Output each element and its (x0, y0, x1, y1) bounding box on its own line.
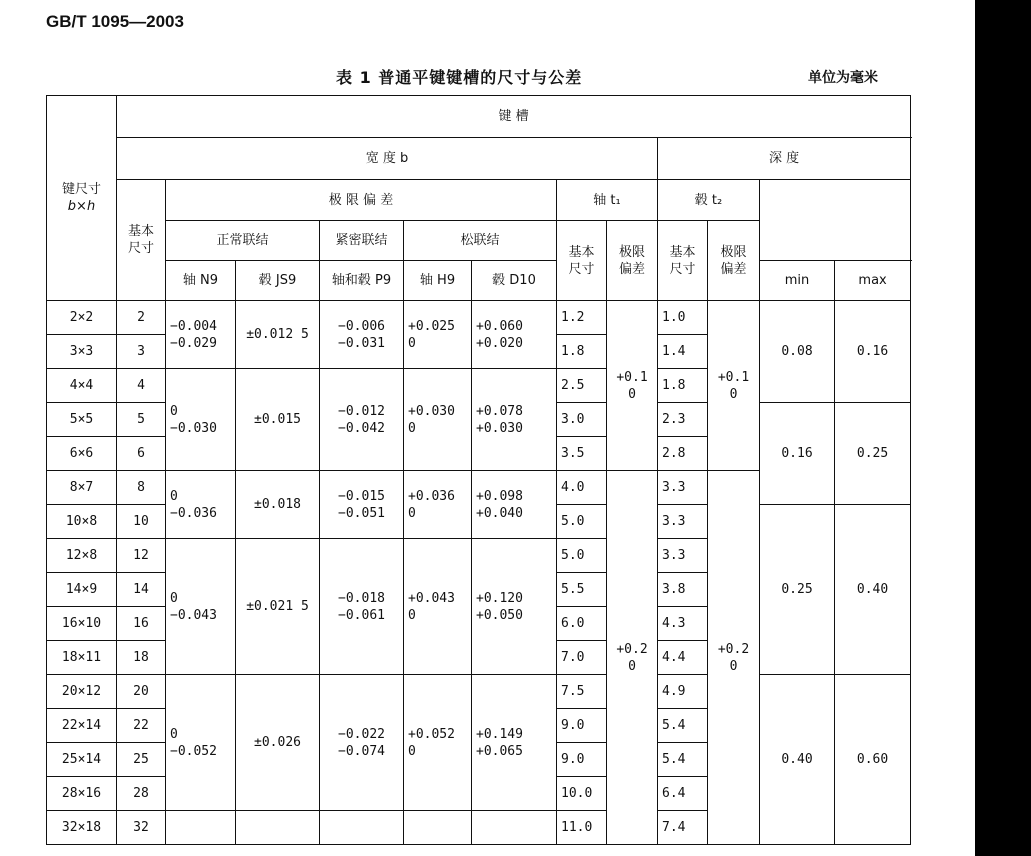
js9-cell: ±0.026 (236, 675, 320, 811)
js9-cell: ±0.021 5 (236, 539, 320, 675)
t1-basic-header: 基本 尺寸 (557, 221, 607, 301)
p9-cell: −0.015 −0.051 (320, 471, 404, 539)
table-row (47, 675, 911, 709)
t1-cell: 4.0 (557, 471, 607, 505)
t2-cell: 3.3 (658, 505, 708, 539)
t2-cell: 6.4 (658, 777, 708, 811)
t2-cell: 3.3 (658, 471, 708, 505)
n9-cell: −0.004 −0.029 (166, 301, 236, 369)
key-size-cell: 6×6 (47, 437, 117, 471)
t1-cell: 9.0 (557, 709, 607, 743)
t1-cell: 6.0 (557, 607, 607, 641)
t1-limit-header: 极限 偏差 (607, 221, 658, 301)
h9-cell: +0.030 0 (404, 369, 472, 471)
d10-cell: +0.098 +0.040 (472, 471, 557, 539)
width-cell: 10 (117, 505, 166, 539)
t1-cell: 11.0 (557, 811, 607, 845)
t1-cell: 5.5 (557, 573, 607, 607)
t2-cell: 5.4 (658, 743, 708, 777)
key-size-cell: 16×10 (47, 607, 117, 641)
key-size-cell: 12×8 (47, 539, 117, 573)
t2-tolerance-cell: +0.1 0 (708, 301, 760, 471)
width-cell: 28 (117, 777, 166, 811)
t2-cell: 1.0 (658, 301, 708, 335)
width-cell: 12 (117, 539, 166, 573)
radius-min-cell: 0.25 (760, 505, 835, 675)
width-cell: 32 (117, 811, 166, 845)
t2-cell: 2.3 (658, 403, 708, 437)
n9-cell: 0 −0.030 (166, 369, 236, 471)
n9-cell: 0 −0.052 (166, 675, 236, 811)
t2-cell: 3.8 (658, 573, 708, 607)
d10-cell: +0.120 +0.050 (472, 539, 557, 675)
h9-cell: +0.036 0 (404, 471, 472, 539)
key-size-header: 键尺寸 b×h (47, 96, 117, 301)
d10-cell: +0.060 +0.020 (472, 301, 557, 369)
key-size-cell: 3×3 (47, 335, 117, 369)
width-cell: 25 (117, 743, 166, 777)
width-cell: 20 (117, 675, 166, 709)
width-cell: 14 (117, 573, 166, 607)
key-size-cell: 14×9 (47, 573, 117, 607)
t1-cell: 1.8 (557, 335, 607, 369)
h9-header: 轴 H9 (404, 261, 472, 301)
t2-cell: 4.9 (658, 675, 708, 709)
d10-header: 毂 D10 (472, 261, 557, 301)
width-cell: 22 (117, 709, 166, 743)
t2-cell: 4.3 (658, 607, 708, 641)
t2-cell: 1.8 (658, 369, 708, 403)
key-size-cell: 8×7 (47, 471, 117, 505)
tight-fit-header: 紧密联结 (320, 221, 404, 261)
right-black-margin (975, 0, 1031, 856)
t2-tolerance-cell: +0.2 0 (708, 471, 760, 845)
js9-cell: ±0.018 (236, 471, 320, 539)
h9-cell: +0.043 0 (404, 539, 472, 675)
t1-cell: 7.5 (557, 675, 607, 709)
radius-max-cell: 0.60 (835, 675, 911, 845)
t1-cell: 5.0 (557, 539, 607, 573)
t1-tolerance-cell: +0.1 0 (607, 301, 658, 471)
js9-header: 毂 JS9 (236, 261, 320, 301)
t1-tolerance-cell: +0.2 0 (607, 471, 658, 845)
radius-max-header: max (835, 261, 911, 301)
width-cell: 18 (117, 641, 166, 675)
n9-cell (166, 811, 236, 845)
keyway-group-header: 键 槽 (117, 96, 911, 138)
width-cell: 6 (117, 437, 166, 471)
n9-cell: 0 −0.036 (166, 471, 236, 539)
key-size-cell: 4×4 (47, 369, 117, 403)
key-size-cell: 18×11 (47, 641, 117, 675)
unit-note: 单位为毫米 (808, 70, 878, 86)
t1-cell: 2.5 (557, 369, 607, 403)
radius-min-cell: 0.40 (760, 675, 835, 845)
h9-cell: +0.052 0 (404, 675, 472, 811)
n9-header: 轴 N9 (166, 261, 236, 301)
d10-cell (472, 811, 557, 845)
width-cell: 8 (117, 471, 166, 505)
table-caption: 表 1 普通平键键槽的尺寸与公差 (336, 68, 583, 87)
p9-header: 轴和毂 P9 (320, 261, 404, 301)
d10-cell: +0.078 +0.030 (472, 369, 557, 471)
p9-cell: −0.006 −0.031 (320, 301, 404, 369)
t2-cell: 3.3 (658, 539, 708, 573)
t1-cell: 1.2 (557, 301, 607, 335)
key-size-cell: 5×5 (47, 403, 117, 437)
width-cell: 4 (117, 369, 166, 403)
key-size-cell: 10×8 (47, 505, 117, 539)
p9-cell: −0.012 −0.042 (320, 369, 404, 471)
radius-max-cell: 0.40 (835, 505, 911, 675)
t2-cell: 4.4 (658, 641, 708, 675)
loose-fit-header: 松联结 (404, 221, 557, 261)
t2-cell: 7.4 (658, 811, 708, 845)
t1-cell: 10.0 (557, 777, 607, 811)
key-size-cell: 20×12 (47, 675, 117, 709)
keyway-table (46, 95, 911, 845)
t2-cell: 5.4 (658, 709, 708, 743)
t1-cell: 5.0 (557, 505, 607, 539)
radius-max-cell: 0.25 (835, 403, 911, 505)
p9-cell (320, 811, 404, 845)
h9-cell: +0.025 0 (404, 301, 472, 369)
width-header: 宽 度 b (117, 138, 658, 180)
standard-number: GB/T 1095—2003 (46, 12, 184, 31)
width-cell: 2 (117, 301, 166, 335)
d10-cell: +0.149 +0.065 (472, 675, 557, 811)
key-size-cell: 32×18 (47, 811, 117, 845)
depth-header: 深 度 (658, 138, 911, 180)
key-size-cell: 28×16 (47, 777, 117, 811)
width-cell: 3 (117, 335, 166, 369)
js9-cell: ±0.015 (236, 369, 320, 471)
basic-size-header: 基本 尺寸 (117, 180, 166, 301)
t1-cell: 7.0 (557, 641, 607, 675)
normal-fit-header: 正常联结 (166, 221, 320, 261)
hub-t2-header: 毂 t₂ (658, 180, 760, 221)
js9-cell: ±0.012 5 (236, 301, 320, 369)
h9-cell (404, 811, 472, 845)
t1-cell: 3.0 (557, 403, 607, 437)
n9-cell: 0 −0.043 (166, 539, 236, 675)
p9-cell: −0.018 −0.061 (320, 539, 404, 675)
key-size-cell: 25×14 (47, 743, 117, 777)
width-cell: 5 (117, 403, 166, 437)
radius-max-cell: 0.16 (835, 301, 911, 403)
limit-deviation-header: 极 限 偏 差 (166, 180, 557, 221)
radius-min-cell: 0.16 (760, 403, 835, 505)
width-cell: 16 (117, 607, 166, 641)
key-size-cell: 22×14 (47, 709, 117, 743)
t1-cell: 9.0 (557, 743, 607, 777)
p9-cell: −0.022 −0.074 (320, 675, 404, 811)
t2-cell: 2.8 (658, 437, 708, 471)
table-row (47, 301, 911, 335)
shaft-t1-header: 轴 t₁ (557, 180, 658, 221)
key-size-cell: 2×2 (47, 301, 117, 335)
js9-cell (236, 811, 320, 845)
radius-min-cell: 0.08 (760, 301, 835, 403)
t2-limit-header: 极限 偏差 (708, 221, 760, 301)
radius-min-header: min (760, 261, 835, 301)
t2-cell: 1.4 (658, 335, 708, 369)
t1-cell: 3.5 (557, 437, 607, 471)
t2-basic-header: 基本 尺寸 (658, 221, 708, 301)
